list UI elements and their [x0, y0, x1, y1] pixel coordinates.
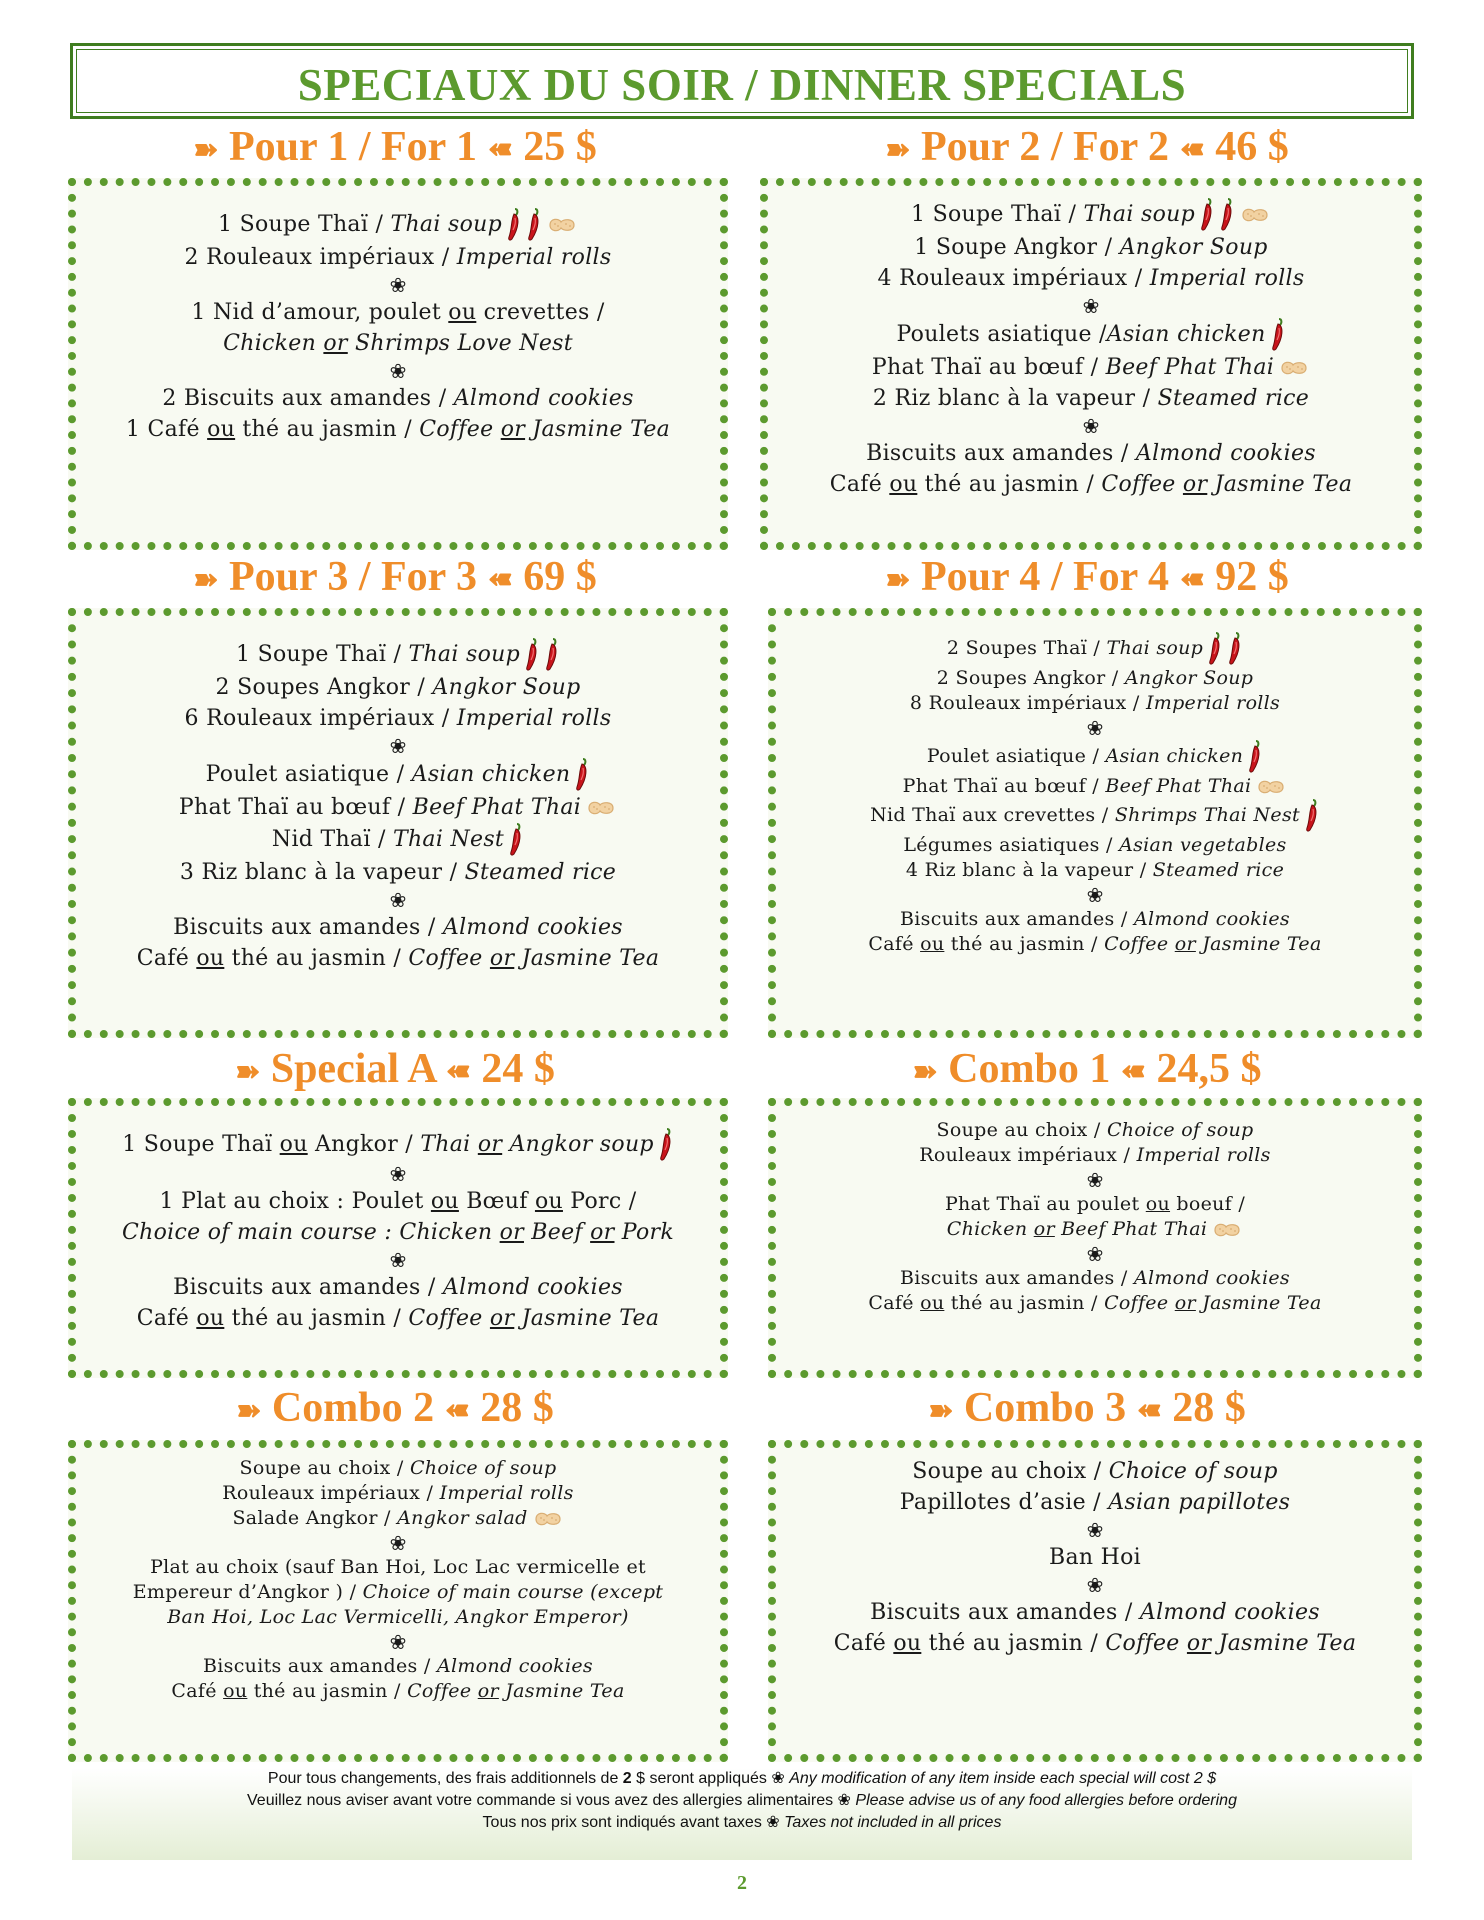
section-heading-combo-3	[762, 1385, 1412, 1434]
chili-pepper-icon	[524, 638, 540, 672]
menu-line-en: Steamed rice	[1157, 386, 1310, 411]
menu-line-en: Thai soup	[1083, 202, 1195, 227]
chili-pepper-icon	[526, 208, 542, 242]
section-price: 69 $	[523, 554, 597, 600]
flower-divider-icon: ❀	[389, 273, 407, 297]
menu-line-en: Shrimps Thai Nest	[1114, 804, 1300, 826]
ornament-right-icon: ➽	[445, 1055, 471, 1089]
menu-line-fr: 6 Rouleaux impériaux /	[184, 706, 457, 731]
section-heading-text: Combo 1	[948, 1046, 1111, 1092]
ornament-right-icon: ➽	[1120, 1055, 1146, 1089]
flower-divider-icon: ❀	[1086, 716, 1104, 740]
ornament-left-icon: ➽	[236, 1394, 262, 1428]
menu-line-en: Thai or Angkor soup	[420, 1132, 654, 1157]
flower-divider-icon: ❀	[389, 1630, 407, 1654]
menu-line	[76, 1128, 720, 1162]
peanut-icon	[546, 215, 578, 235]
menu-line-fr: 8 Rouleaux impériaux /	[909, 692, 1146, 714]
menu-line	[776, 932, 1414, 957]
chili-pepper-icon	[1270, 318, 1286, 352]
menu-line-en: Imperial rolls	[456, 245, 612, 270]
menu-line	[76, 414, 720, 445]
menu-line-fr: 4 Rouleaux impériaux /	[877, 266, 1150, 291]
menu-line	[776, 1291, 1414, 1316]
card-pour-4	[768, 608, 1422, 1038]
menu-line	[76, 943, 720, 974]
menu-line-fr: 1 Soupe Thaï /	[218, 212, 391, 237]
card-lines	[776, 632, 1414, 957]
menu-line-fr: Ban Hoi	[1048, 1545, 1141, 1570]
menu-line-fr: Biscuits aux amandes /	[203, 1655, 437, 1677]
chili-pepper-icon	[506, 208, 522, 242]
menu-line-en: Asian chicken	[1106, 322, 1266, 347]
flower-divider-icon: ❀	[389, 359, 407, 383]
flower-divider-icon: ❀	[389, 1162, 407, 1186]
menu-line-en: Almond cookies	[442, 1275, 623, 1300]
menu-line-en: Chicken or Shrimps Love Nest	[223, 331, 573, 356]
menu-line-en: Almond cookies	[1139, 1600, 1320, 1625]
card-pour-2	[760, 178, 1422, 550]
menu-line	[768, 469, 1414, 500]
menu-line-en: Coffee or Jasmine Tea	[407, 1680, 625, 1702]
menu-line-en: Imperial rolls	[456, 706, 612, 731]
menu-line-en: Coffee or Jasmine Tea	[1104, 1292, 1322, 1314]
flower-icon: ❀	[837, 1792, 856, 1809]
menu-line-fr: Biscuits aux amandes /	[870, 1600, 1140, 1625]
card-special-a	[68, 1098, 728, 1378]
chili-pepper-icon	[1227, 632, 1243, 666]
section-heading-special-a	[70, 1046, 720, 1095]
section-heading-text: Combo 2	[271, 1385, 435, 1431]
card-lines	[776, 1118, 1414, 1316]
menu-line-en: Thai soup	[390, 212, 502, 237]
chili-pepper-icon	[1247, 740, 1263, 774]
menu-line	[776, 907, 1414, 932]
menu-line	[76, 857, 720, 888]
menu-line-fr: 2 Soupes Angkor /	[936, 667, 1125, 689]
menu-line	[776, 1266, 1414, 1291]
menu-line-en: Chicken or Beef Phat Thai	[946, 1218, 1208, 1240]
menu-line-en: Asian vegetables	[1119, 834, 1287, 856]
menu-line-en: Coffee or Jasmine Tea	[408, 1306, 660, 1331]
ornament-right-icon: ➽	[1179, 133, 1205, 167]
menu-line-fr: Biscuits aux amandes /	[173, 915, 443, 940]
menu-line-fr: Rouleaux impériaux /	[919, 1144, 1137, 1166]
menu-line	[76, 758, 720, 792]
menu-line-en: Thai soup	[408, 642, 520, 667]
ornament-left-icon: ➽	[193, 563, 219, 597]
menu-line-fr: 2 Soupes Thaï /	[946, 637, 1107, 659]
menu-line-fr: 1 Nid d’amour, poulet ou crevettes /	[191, 300, 605, 325]
card-lines	[76, 638, 720, 974]
card-pour-1	[68, 178, 728, 550]
menu-line-en: Asian chicken	[411, 762, 571, 787]
menu-line-en: Asian chicken	[1105, 745, 1244, 767]
menu-line-en: Coffee or Jasmine Tea	[1105, 1631, 1357, 1656]
ornament-right-icon: ➽	[1136, 1394, 1162, 1428]
menu-line-fr: Soupe au choix /	[936, 1119, 1107, 1141]
menu-line	[768, 352, 1414, 383]
menu-line-fr: 1 Plat au choix : Poulet ou Bœuf ou Porc /	[159, 1189, 637, 1214]
peanut-icon	[1239, 205, 1271, 225]
menu-line-fr: Biscuits aux amandes /	[900, 1267, 1134, 1289]
chili-pepper-icon	[574, 758, 590, 792]
menu-line-fr: 3 Riz blanc à la vapeur /	[179, 860, 465, 885]
menu-line	[768, 232, 1414, 263]
flower-divider-icon: ❀	[1086, 1518, 1104, 1542]
flower-icon: ❀	[771, 1770, 790, 1787]
section-heading-text: Pour 2 / For 2	[920, 124, 1170, 170]
menu-line-fr: 2 Soupes Angkor /	[215, 675, 433, 700]
ornament-right-icon: ➽	[487, 563, 513, 597]
menu-line	[76, 1654, 720, 1679]
section-price: 24,5 $	[1156, 1046, 1262, 1092]
menu-line	[76, 638, 720, 672]
menu-line-fr: 2 Rouleaux impériaux /	[184, 245, 457, 270]
menu-line-en: Angkor Soup	[1124, 667, 1254, 689]
menu-line-fr: 1 Soupe Thaï ou Angkor /	[122, 1132, 421, 1157]
section-price: 46 $	[1215, 124, 1289, 170]
menu-line-fr: Phat Thaï au bœuf /	[871, 355, 1106, 380]
ornament-right-icon: ➽	[1179, 563, 1205, 597]
menu-line	[776, 691, 1414, 716]
menu-line-en: Beef Phat Thai	[1105, 775, 1252, 797]
menu-line-fr: Nid Thaï /	[271, 827, 393, 852]
peanut-icon	[1255, 777, 1287, 797]
flower-divider-icon: ❀	[1086, 1168, 1104, 1192]
flower-divider-icon: ❀	[1082, 294, 1100, 318]
menu-line-fr: 1 Café ou thé au jasmin /	[125, 417, 420, 442]
menu-line	[76, 1605, 720, 1630]
menu-line-fr: Salade Angkor /	[232, 1507, 398, 1529]
menu-line	[76, 383, 720, 414]
flower-divider-icon: ❀	[389, 888, 407, 912]
menu-line	[768, 438, 1414, 469]
section-price: 92 $	[1215, 554, 1289, 600]
menu-line-en: Ban Hoi, Loc Lac Vermicelli, Angkor Emperor)	[167, 1606, 629, 1628]
menu-line	[776, 774, 1414, 799]
menu-line-en: Beef Phat Thai	[1105, 355, 1275, 380]
menu-line	[76, 912, 720, 943]
menu-line	[76, 672, 720, 703]
menu-line	[776, 1217, 1414, 1242]
flower-divider-icon: ❀	[1082, 414, 1100, 438]
menu-line	[76, 1186, 720, 1217]
menu-line	[76, 297, 720, 328]
title-banner	[70, 43, 1414, 119]
flower-divider-icon: ❀	[389, 734, 407, 758]
footer-en: Please advise us of any food allergies before ordering	[855, 1792, 1237, 1809]
footer-fr-bold: 2	[622, 1770, 632, 1787]
section-price: 28 $	[480, 1385, 554, 1431]
menu-line-fr: Café ou thé au jasmin /	[136, 946, 409, 971]
menu-line	[76, 703, 720, 734]
card-combo-1	[768, 1098, 1422, 1378]
menu-line-en: Coffee or Jasmine Tea	[408, 946, 660, 971]
menu-line-fr: Poulet asiatique /	[205, 762, 412, 787]
footer-fr: $ seront appliqués	[631, 1770, 772, 1787]
section-heading-pour-2	[762, 124, 1412, 173]
menu-line-fr: Biscuits aux amandes /	[173, 1275, 443, 1300]
menu-line-fr: Légumes asiatiques /	[903, 834, 1120, 856]
footer-line-3	[72, 1812, 1412, 1834]
menu-line-fr: Café ou thé au jasmin /	[829, 472, 1102, 497]
chili-pepper-icon	[1207, 632, 1223, 666]
section-price: 28 $	[1172, 1385, 1246, 1431]
section-price: 25 $	[523, 124, 597, 170]
menu-line	[776, 1192, 1414, 1217]
menu-line	[76, 1580, 720, 1605]
menu-line	[776, 1628, 1414, 1659]
chili-pepper-icon	[658, 1128, 674, 1162]
card-lines	[776, 1456, 1414, 1659]
menu-line	[776, 858, 1414, 883]
ornament-right-icon: ➽	[487, 133, 513, 167]
menu-line-en: Thai soup	[1106, 637, 1204, 659]
menu-line	[776, 740, 1414, 774]
peanut-icon	[1278, 358, 1310, 378]
menu-line	[776, 1597, 1414, 1628]
menu-line-en: Choice of main course : Chicken or Beef or Pork	[122, 1220, 674, 1245]
menu-line-fr: 1 Soupe Angkor /	[914, 235, 1120, 260]
menu-line-fr: Plat au choix (sauf Ban Hoi, Loc Lac vermicelle et	[150, 1556, 646, 1578]
menu-line	[76, 792, 720, 823]
menu-line-en: Imperial rolls	[1145, 692, 1281, 714]
menu-line	[776, 1456, 1414, 1487]
card-lines	[76, 208, 720, 445]
card-lines	[76, 1128, 720, 1334]
menu-line	[768, 383, 1414, 414]
menu-line-en: Coffee or Jasmine Tea	[1101, 472, 1353, 497]
menu-line-fr: Nid Thaï aux crevettes /	[870, 804, 1115, 826]
menu-line-fr: Papillotes d’asie /	[899, 1490, 1109, 1515]
menu-line-en: Imperial rolls	[1136, 1144, 1271, 1166]
footer-notes	[72, 1768, 1412, 1860]
menu-line-fr: Café ou thé au jasmin /	[868, 933, 1105, 955]
menu-line-en: Coffee or Jasmine Tea	[419, 417, 671, 442]
chili-pepper-icon	[1199, 198, 1215, 232]
section-heading-text: Pour 3 / For 3	[228, 554, 478, 600]
menu-line-en: Angkor salad	[397, 1507, 528, 1529]
menu-line-en: Choice of main course (except	[362, 1581, 664, 1603]
chili-pepper-icon	[1304, 799, 1320, 833]
menu-line	[776, 666, 1414, 691]
flower-divider-icon: ❀	[1086, 883, 1104, 907]
menu-line	[76, 1303, 720, 1334]
menu-line-fr: 4 Riz blanc à la vapeur /	[905, 859, 1153, 881]
ornament-left-icon: ➽	[928, 1394, 954, 1428]
menu-line-fr: Café ou thé au jasmin /	[868, 1292, 1105, 1314]
menu-line-fr: Poulets asiatique /	[896, 322, 1107, 347]
ornament-left-icon: ➽	[235, 1055, 261, 1089]
menu-line-en: Choice of soup	[1108, 1459, 1278, 1484]
menu-line-en: Choice of soup	[409, 1457, 557, 1479]
menu-line-fr: Café ou thé au jasmin /	[833, 1631, 1106, 1656]
menu-line	[776, 833, 1414, 858]
menu-line-fr: 2 Riz blanc à la vapeur /	[872, 386, 1158, 411]
menu-line	[768, 198, 1414, 232]
peanut-icon	[585, 798, 617, 818]
menu-line	[776, 1143, 1414, 1168]
menu-line	[776, 1542, 1414, 1573]
menu-line-fr: 2 Biscuits aux amandes /	[162, 386, 454, 411]
menu-line-en: Imperial rolls	[439, 1482, 574, 1504]
ornament-left-icon: ➽	[885, 133, 911, 167]
flower-divider-icon: ❀	[1086, 1242, 1104, 1266]
card-combo-2	[68, 1440, 728, 1762]
footer-line-2	[72, 1790, 1412, 1812]
ornament-right-icon: ➽	[444, 1394, 470, 1428]
ornament-left-icon: ➽	[885, 563, 911, 597]
card-pour-3	[68, 608, 728, 1038]
section-heading-text: Pour 4 / For 4	[920, 554, 1170, 600]
menu-line-en: Almond cookies	[1133, 908, 1290, 930]
menu-line-en: Almond cookies	[453, 386, 634, 411]
section-heading-pour-1	[70, 124, 720, 173]
flower-icon: ❀	[766, 1814, 785, 1831]
menu-line	[776, 1118, 1414, 1143]
menu-line	[76, 208, 720, 242]
menu-line-fr: 1 Soupe Thaï /	[911, 202, 1084, 227]
menu-line-en: Choice of soup	[1106, 1119, 1254, 1141]
menu-line-en: Angkor Soup	[432, 675, 581, 700]
menu-line-en: Asian papillotes	[1108, 1490, 1291, 1515]
chili-pepper-icon	[1219, 198, 1235, 232]
page-title: SPECIAUX DU SOIR / DINNER SPECIALS	[297, 60, 1187, 110]
menu-line-fr: Phat Thaï au poulet ou boeuf /	[944, 1193, 1246, 1215]
menu-line-en: Steamed rice	[464, 860, 617, 885]
footer-fr: Veuillez nous aviser avant votre commande si vous avez des allergies alimentaires	[247, 1792, 838, 1809]
menu-line	[76, 1217, 720, 1248]
menu-line-fr: Poulet asiatique /	[926, 745, 1106, 767]
menu-line	[76, 1506, 720, 1531]
menu-line	[76, 1272, 720, 1303]
menu-line-fr: Soupe au choix /	[239, 1457, 410, 1479]
menu-line	[76, 328, 720, 359]
menu-line-fr: Café ou thé au jasmin /	[171, 1680, 408, 1702]
ornament-left-icon: ➽	[912, 1055, 938, 1089]
menu-line	[776, 799, 1414, 833]
section-heading-text: Combo 3	[963, 1385, 1127, 1431]
menu-line	[76, 823, 720, 857]
section-heading-text: Pour 1 / For 1	[228, 124, 478, 170]
section-heading-combo-2	[70, 1385, 720, 1434]
section-heading-pour-3	[70, 554, 720, 603]
peanut-icon	[532, 1509, 564, 1529]
menu-line-en: Coffee or Jasmine Tea	[1104, 933, 1322, 955]
section-heading-text: Special A	[270, 1046, 436, 1092]
card-lines	[768, 198, 1414, 500]
menu-line-fr: 1 Soupe Thaï /	[236, 642, 409, 667]
menu-line-en: Steamed rice	[1152, 859, 1285, 881]
section-price: 24 $	[481, 1046, 555, 1092]
footer-line-1	[72, 1768, 1412, 1790]
menu-line-en: Almond cookies	[436, 1655, 593, 1677]
chili-pepper-icon	[544, 638, 560, 672]
menu-line	[768, 318, 1414, 352]
menu-line-fr: Soupe au choix /	[912, 1459, 1109, 1484]
menu-line-en: Thai Nest	[392, 827, 505, 852]
footer-en: Taxes not included in all prices	[784, 1814, 1002, 1831]
chili-pepper-icon	[508, 823, 524, 857]
menu-line	[76, 242, 720, 273]
flower-divider-icon: ❀	[1086, 1573, 1104, 1597]
menu-line-fr: Phat Thaï au bœuf /	[902, 775, 1106, 797]
peanut-icon	[1211, 1220, 1243, 1240]
menu-line-en: Almond cookies	[442, 915, 623, 940]
section-heading-pour-4	[762, 554, 1412, 603]
menu-line-fr: Biscuits aux amandes /	[900, 908, 1134, 930]
menu-line-fr: Biscuits aux amandes /	[866, 441, 1136, 466]
menu-line-en: Almond cookies	[1135, 441, 1316, 466]
footer-en: Any modification of any item inside each special will cost 2 $	[789, 1770, 1217, 1787]
menu-line	[776, 1487, 1414, 1518]
menu-line	[768, 263, 1414, 294]
menu-line-fr: Phat Thaï au bœuf /	[178, 795, 413, 820]
menu-line-fr: Empereur d’Angkor ) /	[132, 1581, 363, 1603]
menu-line	[76, 1481, 720, 1506]
menu-line-en: Almond cookies	[1133, 1267, 1290, 1289]
menu-line-fr: Café ou thé au jasmin /	[136, 1306, 409, 1331]
footer-fr: Pour tous changements, des frais additionnels de	[267, 1770, 623, 1787]
menu-line	[76, 1555, 720, 1580]
menu-line	[76, 1456, 720, 1481]
card-lines	[76, 1456, 720, 1704]
flower-divider-icon: ❀	[389, 1248, 407, 1272]
section-heading-combo-1	[762, 1046, 1412, 1095]
flower-divider-icon: ❀	[389, 1531, 407, 1555]
menu-line-fr: Rouleaux impériaux /	[222, 1482, 440, 1504]
menu-line-en: Imperial rolls	[1149, 266, 1305, 291]
footer-fr: Tous nos prix sont indiqués avant taxes	[482, 1814, 767, 1831]
menu-line-en: Angkor Soup	[1119, 235, 1268, 260]
card-combo-3	[768, 1440, 1422, 1762]
page-number: 2	[737, 1872, 747, 1894]
menu-line-en: Beef Phat Thai	[412, 795, 582, 820]
menu-line	[776, 632, 1414, 666]
ornament-left-icon: ➽	[193, 133, 219, 167]
menu-line	[76, 1679, 720, 1704]
